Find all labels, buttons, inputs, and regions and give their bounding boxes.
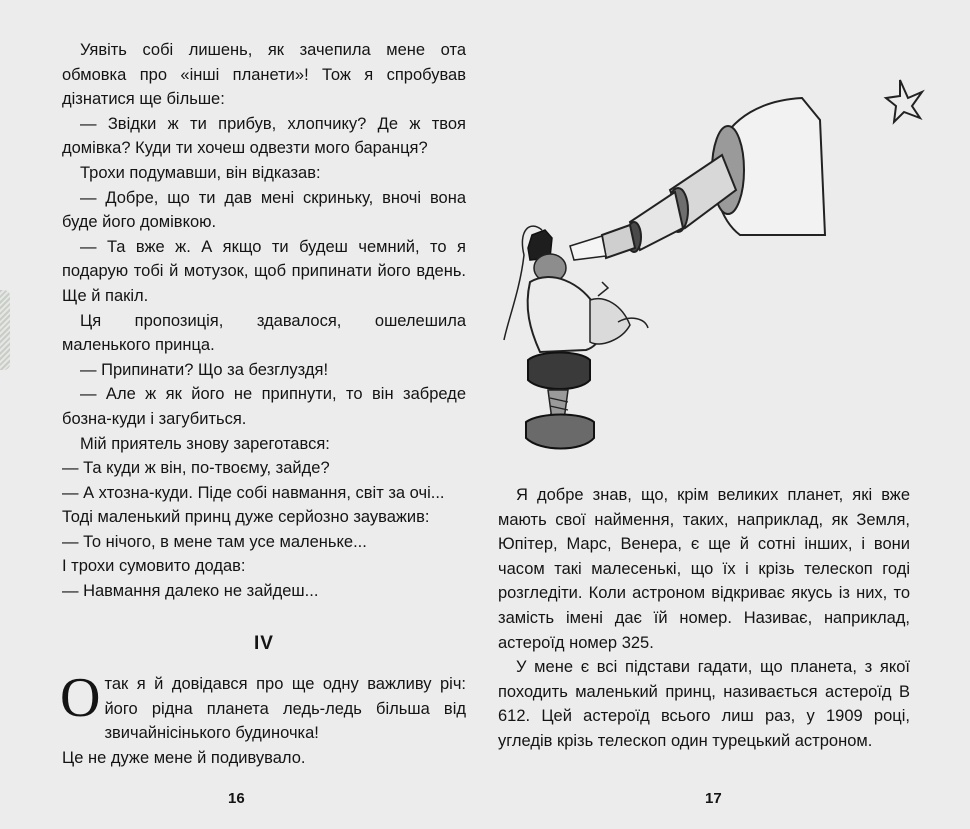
paragraph: — А хтозна-куди. Піде собі навмання, світ за очі... (62, 483, 445, 502)
paragraph: Я добре знав, що, крім великих планет, які вже мають свої наймення, таких, наприклад, як Земля, Юпітер, Марс, Венера, є ще й сотні інших, і вони часом такі малесенькі, що їх і крізь телескоп годі розгледіти. Коли астроном відкриває якусь із них, то замість імені дає їй номер. Називає, наприклад, астероїд номер 325. (498, 486, 910, 652)
stool (526, 353, 594, 449)
paragraph: — Припинати? Що за безглуздя! (80, 360, 329, 379)
paragraph: Тоді маленький принц дуже серйозно зауважив: (62, 508, 430, 527)
binding-edge (0, 290, 10, 370)
paragraph: — Але ж як його не припнути, то він забреде бозна-куди і загубиться. (62, 385, 466, 428)
star-icon (886, 80, 922, 122)
paragraph: — Звідки ж ти прибув, хлопчику? Де ж твоя домівка? Куди ти хочеш одвезти мого баранця? (62, 114, 466, 158)
telescope (570, 98, 825, 260)
paragraph: Уявіть собі лишень, як зачепила мене ота обмовка про «інші планети»! Тож я спробував дізнатися ще більше: (62, 41, 466, 109)
chapter-heading: IV (254, 632, 274, 654)
paragraph: — То нічого, в мене там усе маленьке... (62, 532, 367, 551)
paragraph: Це не дуже мене й подивувало. (62, 749, 306, 768)
paragraph: — Навмання далеко не зайдеш... (62, 582, 319, 601)
paragraph: так я й довідався про ще одну важливу річ: його рідна планета ледь-ледь більша від звичайнісінького будиночка! (104, 675, 466, 743)
paragraph: — Та куди ж він, по-твоєму, зайде? (62, 459, 330, 478)
drop-cap: О (60, 667, 101, 730)
page-number: 16 (228, 790, 245, 807)
paragraph: Трохи подумавши, він відказав: (80, 163, 321, 182)
right-page-text (498, 483, 910, 754)
left-page-text (62, 38, 466, 771)
page-number: 17 (705, 790, 722, 807)
paragraph: — Добре, що ти дав мені скриньку, вночі вона буде його домівкою. (62, 188, 466, 232)
chapter-opening (60, 667, 466, 746)
paragraph: І трохи сумовито додав: (62, 557, 246, 576)
paragraph: Ця пропозиція, здавалося, ошелешила маленького принца. (62, 311, 466, 355)
paragraph: У мене є всі підстави гадати, що планета, з якої походить маленький принц, називається астероїд В 612. Цей астероїд всього лиш раз, у 1909 році, угледів крізь телескоп один турецький астроном. (498, 658, 910, 750)
paragraph: — Та вже ж. А якщо ти будеш чемний, то я подарую тобі й мотузок, щоб припинати його вдень. Ще й пакіл. (62, 237, 466, 305)
astronomer-telescope-illustration (490, 60, 940, 470)
paragraph: Мій приятель знову зареготався: (80, 434, 330, 453)
